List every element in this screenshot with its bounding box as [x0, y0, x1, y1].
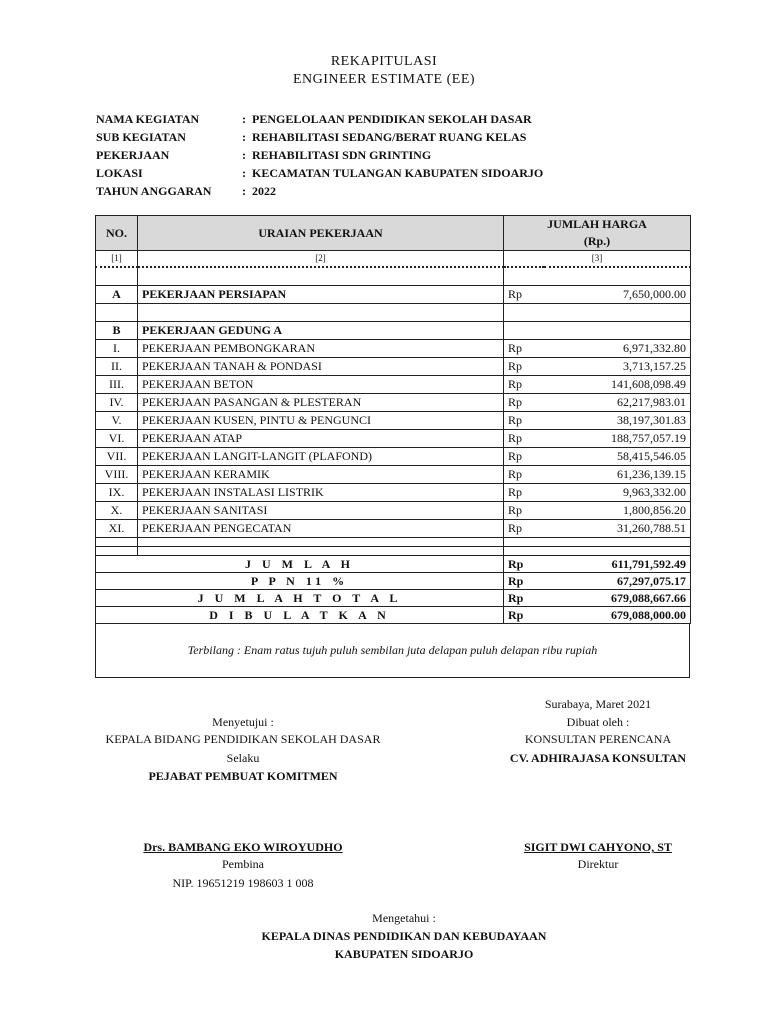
row-name: PEKERJAAN KERAMIK — [138, 466, 504, 484]
terbilang-box: Terbilang : Enam ratus tujuh puluh sembilan juta delapan puluh delapan ribu rupiah — [95, 623, 690, 678]
row-currency: Rp — [504, 484, 544, 502]
row-currency: Rp — [504, 502, 544, 520]
info-value: PENGELOLAAN PENDIDIKAN SEKOLAH DASAR — [252, 112, 532, 126]
row-name: PEKERJAAN LANGIT-LANGIT (PLAFOND) — [138, 448, 504, 466]
row-no: X. — [96, 502, 138, 520]
index-2: [2] — [138, 251, 504, 268]
table-row — [96, 340, 691, 358]
info-label: LOKASI — [96, 166, 143, 180]
table-row — [96, 502, 691, 520]
made-by-label: Dibuat oleh : — [566, 715, 630, 729]
row-amount: 38,197,301.83 — [544, 412, 691, 430]
approval-label: Menyetujui : — [212, 715, 274, 729]
header-jumlah-harga — [504, 216, 691, 251]
info-row-sub-kegiatan — [96, 128, 543, 146]
info-value: REHABILITASI SEDANG/BERAT RUANG KELAS — [252, 130, 527, 144]
row-name: PEKERJAAN GEDUNG A — [138, 322, 504, 340]
row-name: PEKERJAAN INSTALASI LISTRIK — [138, 484, 504, 502]
table-row — [96, 466, 691, 484]
left-rank: Pembina — [222, 857, 264, 871]
row-no: VIII. — [96, 466, 138, 484]
row-no: I. — [96, 340, 138, 358]
row-currency: Rp — [504, 412, 544, 430]
row-no: A — [96, 286, 138, 304]
row-amount: 62,217,983.01 — [544, 394, 691, 412]
row-name: PEKERJAAN TANAH & PONDASI — [138, 358, 504, 376]
ppn-currency: Rp — [504, 573, 544, 590]
row-amount: 141,608,098.49 — [544, 376, 691, 394]
row-amount: 61,236,139.15 — [544, 466, 691, 484]
known-label: Mengetahui : — [372, 911, 436, 925]
row-currency: Rp — [504, 520, 544, 538]
right-title: Direktur — [577, 857, 619, 871]
rounded-amount: 679,088,000.00 — [544, 607, 691, 624]
row-amount: 6,971,332.80 — [544, 340, 691, 358]
row-no: B — [96, 322, 138, 340]
rounded-currency: Rp — [504, 607, 544, 624]
row-amount: 31,260,788.51 — [544, 520, 691, 538]
table-row — [96, 430, 691, 448]
company-name: CV. ADHIRAJASA KONSULTAN — [509, 751, 687, 765]
row-name: PEKERJAAN KUSEN, PINTU & PENGUNCI — [138, 412, 504, 430]
rounded-row — [96, 607, 691, 624]
row-currency: Rp — [504, 286, 544, 304]
row-amount: 3,713,157.25 — [544, 358, 691, 376]
left-signatory-name: Drs. BAMBANG EKO WIROYUDHO — [143, 840, 343, 854]
info-separator: : — [242, 130, 246, 144]
place-date: Surabaya, Maret 2021 — [544, 697, 652, 711]
info-value: 2022 — [252, 184, 276, 198]
row-no: IX. — [96, 484, 138, 502]
row-amount: 7,650,000.00 — [544, 286, 691, 304]
row-name: PEKERJAAN PERSIAPAN — [138, 286, 504, 304]
header-no: NO. — [96, 216, 138, 251]
header-uraian: URAIAN PEKERJAAN — [138, 216, 504, 251]
row-currency: Rp — [504, 466, 544, 484]
row-no: VII. — [96, 448, 138, 466]
table-row — [96, 484, 691, 502]
row-no: XI. — [96, 520, 138, 538]
total-currency: Rp — [504, 556, 544, 573]
info-separator: : — [242, 112, 246, 126]
info-label: SUB KEGIATAN — [96, 130, 186, 144]
project-info — [96, 110, 543, 200]
row-currency: Rp — [504, 340, 544, 358]
row-amount: 188,757,057.19 — [544, 430, 691, 448]
row-currency: Rp — [504, 376, 544, 394]
info-value: KECAMATAN TULANGAN KABUPATEN SIDOARJO — [252, 166, 544, 180]
row-no: II. — [96, 358, 138, 376]
info-label: TAHUN ANGGARAN — [96, 184, 212, 198]
info-label: PEKERJAAN — [96, 148, 170, 162]
table-row — [96, 448, 691, 466]
table-row — [96, 394, 691, 412]
info-separator: : — [242, 184, 246, 198]
row-amount: 58,415,546.05 — [544, 448, 691, 466]
right-signatory-name: SIGIT DWI CAHYONO, ST — [524, 840, 672, 854]
row-currency: Rp — [504, 394, 544, 412]
left-position: KEPALA BIDANG PENDIDIKAN SEKOLAH DASAR — [105, 732, 381, 746]
header-jumlah-label: JUMLAH HARGA — [547, 217, 647, 231]
header-jumlah-unit: (Rp.) — [583, 234, 611, 248]
info-row-pekerjaan — [96, 146, 543, 164]
info-value: REHABILITASI SDN GRINTING — [252, 148, 432, 162]
grand-total-currency: Rp — [504, 590, 544, 607]
document-title: REKAPITULASI — [330, 54, 438, 69]
row-currency: Rp — [504, 430, 544, 448]
table-row — [96, 322, 691, 340]
row-name: PEKERJAAN PEMBONGKARAN — [138, 340, 504, 358]
info-row-tahun-anggaran — [96, 182, 543, 200]
row-name: PEKERJAAN PENGECATAN — [138, 520, 504, 538]
info-separator: : — [242, 166, 246, 180]
info-row-lokasi — [96, 164, 543, 182]
bottom-position-line1: KEPALA DINAS PENDIDIKAN DAN KEBUDAYAAN — [261, 929, 547, 943]
row-currency: Rp — [504, 448, 544, 466]
right-position: KONSULTAN PERENCANA — [524, 732, 672, 746]
left-nip: NIP. 19651219 198603 1 008 — [172, 876, 314, 890]
row-currency: Rp — [504, 358, 544, 376]
row-name: PEKERJAAN ATAP — [138, 430, 504, 448]
row-amount: 1,800,856.20 — [544, 502, 691, 520]
total-row — [96, 556, 691, 573]
total-amount: 611,791,592.49 — [544, 556, 691, 573]
grand-total-row — [96, 590, 691, 607]
index-1: [1] — [96, 251, 138, 268]
bottom-position-line2: KABUPATEN SIDOARJO — [334, 947, 474, 961]
ppn-amount: 67,297,075.17 — [544, 573, 691, 590]
row-no: VI. — [96, 430, 138, 448]
row-no: IV. — [96, 394, 138, 412]
table-row — [96, 286, 691, 304]
row-name: PEKERJAAN BETON — [138, 376, 504, 394]
index-3: [3] — [504, 251, 691, 268]
document-subtitle: ENGINEER ESTIMATE (EE) — [292, 72, 476, 87]
row-no: III. — [96, 376, 138, 394]
info-label: NAMA KEGIATAN — [96, 112, 200, 126]
info-row-nama-kegiatan — [96, 110, 543, 128]
grand-total-amount: 679,088,667.66 — [544, 590, 691, 607]
table-row — [96, 412, 691, 430]
table-row — [96, 520, 691, 538]
row-no: V. — [96, 412, 138, 430]
left-role: PEJABAT PEMBUAT KOMITMEN — [148, 769, 338, 783]
total-label: J U M L A H — [96, 556, 504, 573]
info-separator: : — [242, 148, 246, 162]
rounded-label: D I B U L A T K A N — [96, 607, 504, 624]
table-row — [96, 376, 691, 394]
selaku-label: Selaku — [226, 751, 260, 765]
row-name: PEKERJAAN PASANGAN & PLESTERAN — [138, 394, 504, 412]
grand-total-label: J U M L A H T O T A L — [96, 590, 504, 607]
row-name: PEKERJAAN SANITASI — [138, 502, 504, 520]
row-amount: 9,963,332.00 — [544, 484, 691, 502]
ppn-row — [96, 573, 691, 590]
estimate-table — [95, 215, 691, 624]
table-row — [96, 358, 691, 376]
ppn-label: P P N 11 % — [96, 573, 504, 590]
